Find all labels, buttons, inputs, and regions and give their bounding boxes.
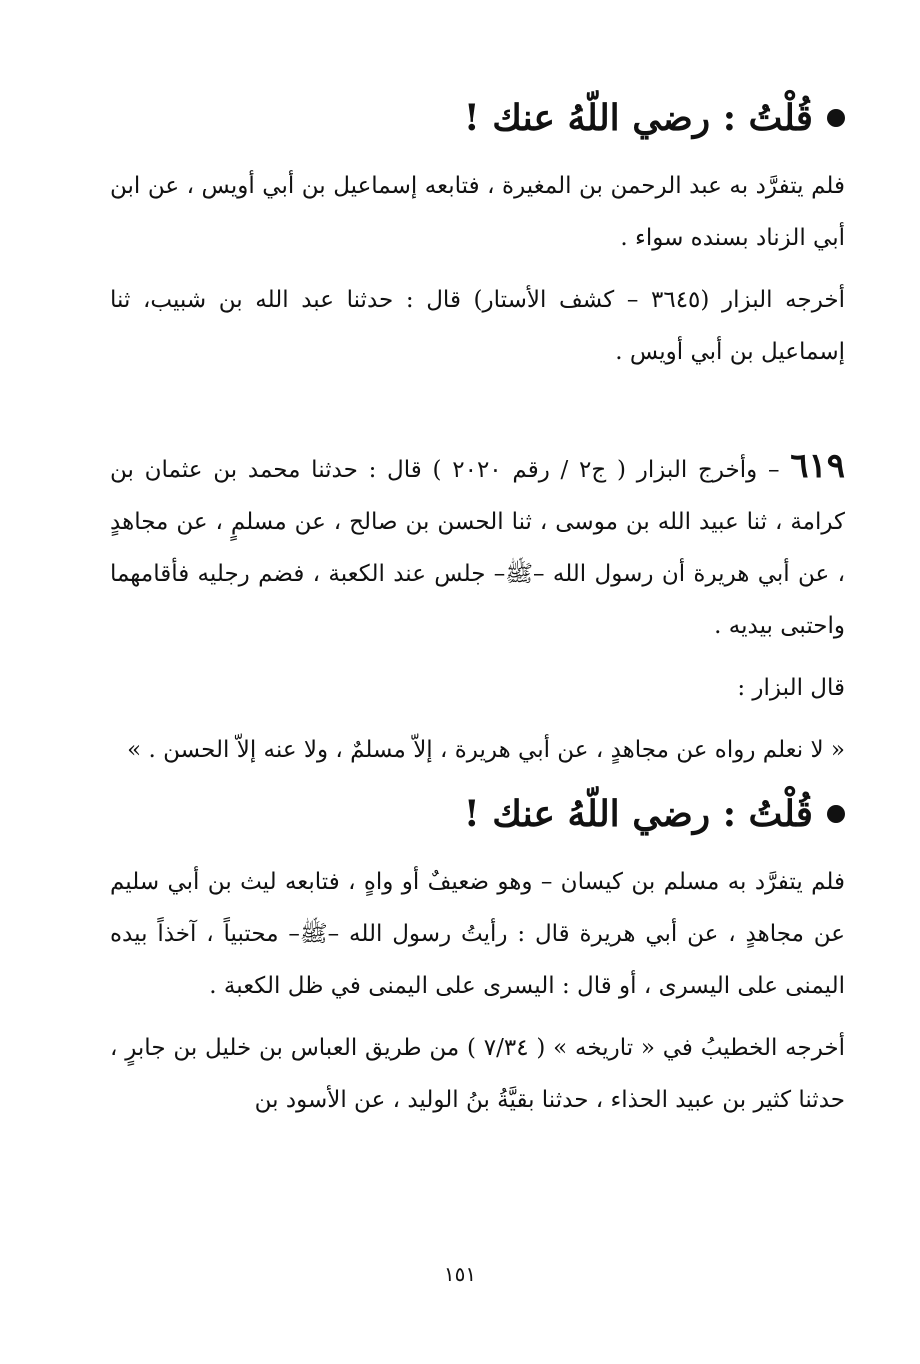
section-heading <box>110 786 845 842</box>
spacer <box>110 388 845 440</box>
paragraph: أخرجه الخطيبُ في « تاريخه » ( ٧/٣٤ ) من طريق العباس بن خليل بن جابرٍ ، حدثنا كثير بن عبيد الحذاء ، حدثنا بقيَّةُ بنُ الوليد ، عن الأسود بن <box>110 1035 845 1113</box>
section-heading <box>110 90 845 146</box>
paragraph: فلم يتفرَّد به عبد الرحمن بن المغيرة ، فتابعه إسماعيل بن أبي أويس ، عن ابن أبي الزناد بسنده سواء . <box>110 173 845 251</box>
paragraph: فلم يتفرَّد به مسلم بن كيسان – وهو ضعيفٌ أو واهٍ ، فتابعه ليث بن أبي سليم عن مجاهدٍ ، عن أبي هريرة قال : رأيتُ رسول الله –ﷺ– محتبياً ، آخذاً بيده اليمنى على اليسرى ، أو قال : اليسرى على اليمنى في ظل الكعبة . <box>110 869 845 999</box>
hadith-text: – وأخرج البزار ( ج٢ / رقم ٢٠٢٠ ) قال : حدثنا محمد بن عثمان بن كرامة ، ثنا عبيد الله بن موسى ، ثنا الحسن بن صالح ، عن مسلمٍ ، عن مجاهدٍ ، عن أبي هريرة أن رسول الله –ﷺ– جلس عند الكعبة ، فضم رجليه فأقامهما واحتبى بيديه . <box>110 457 845 639</box>
page-number: ١٥١ <box>443 1262 477 1286</box>
bullet-icon <box>827 109 845 127</box>
page-body <box>110 80 845 1136</box>
heading-text: قُلْتُ : رضي اللّهُ عنك ! <box>463 97 813 139</box>
hadith-paragraph <box>110 440 845 652</box>
quote-paragraph: « لا نعلم رواه عن مجاهدٍ ، عن أبي هريرة ، إلاّ مسلمٌ ، ولا عنه إلاّ الحسن . » <box>127 737 845 763</box>
paragraph: قال البزار : <box>737 675 845 701</box>
paragraph: أخرجه البزار (٣٦٤٥ – كشف الأستار) قال : حدثنا عبد الله بن شبيب، ثنا إسماعيل بن أبي أويس . <box>110 287 846 365</box>
hadith-number: ٦١٩ <box>790 446 846 486</box>
heading-text: قُلْتُ : رضي اللّهُ عنك ! <box>463 793 813 835</box>
bullet-icon <box>827 805 845 823</box>
